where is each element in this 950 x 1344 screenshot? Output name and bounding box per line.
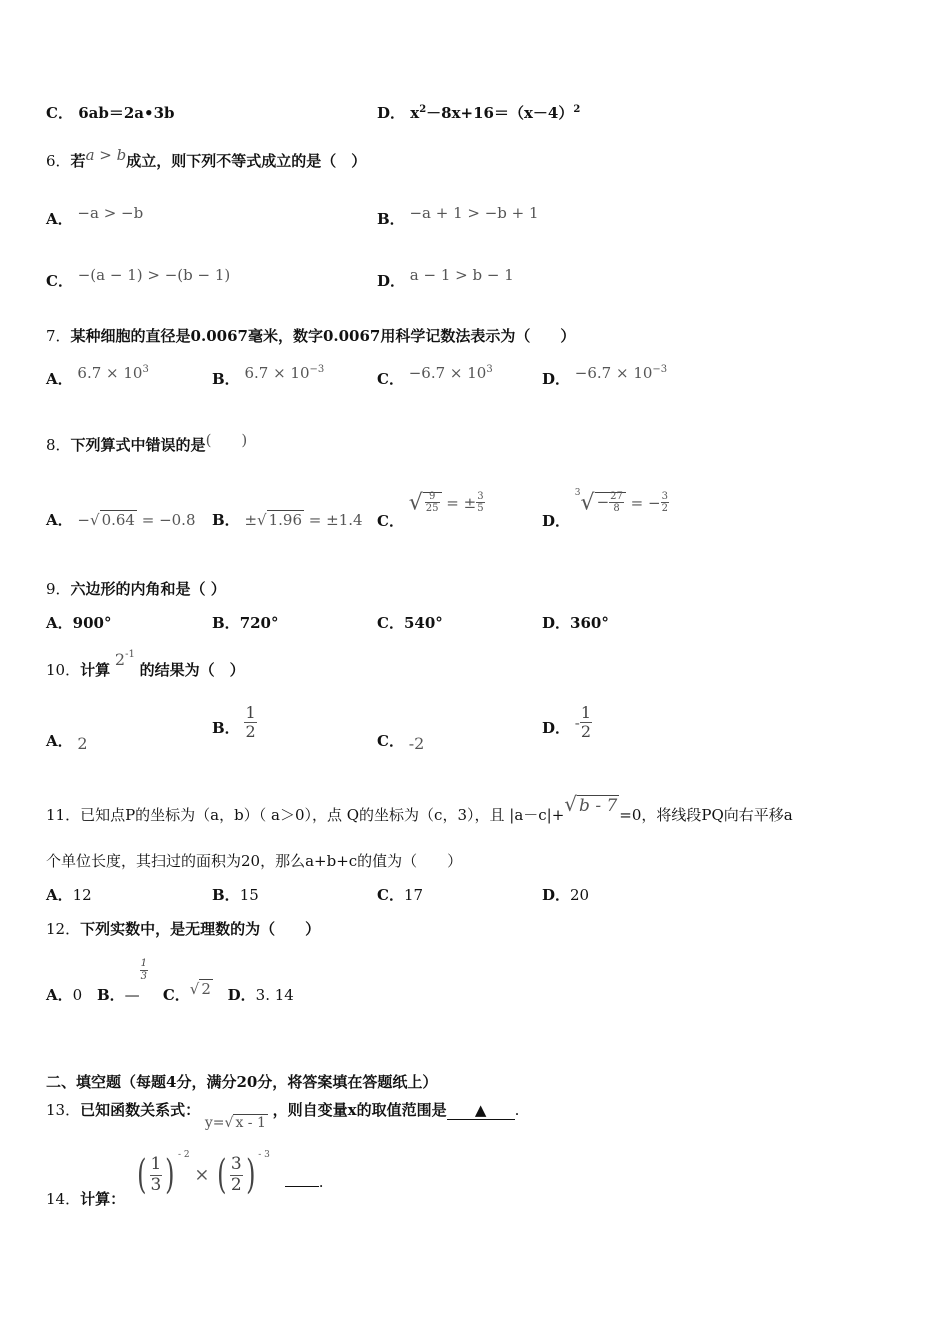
option-label: C． <box>377 511 404 530</box>
function-prefix: y= <box>204 1115 225 1131</box>
option-label: A． <box>46 614 73 632</box>
option-label: D． <box>227 986 256 1004</box>
q12-option-a[interactable] <box>46 984 82 1005</box>
fraction <box>244 704 256 742</box>
option-label: D． <box>377 272 406 290</box>
denominator: 2 <box>661 503 668 514</box>
option-label: C． <box>377 614 404 632</box>
option-expr <box>77 364 148 382</box>
option-label: D． <box>377 104 406 122</box>
sqrt-expr: √ 2 <box>189 980 211 998</box>
end-mark: . <box>318 1173 324 1192</box>
radicand: 0.64 <box>101 511 135 529</box>
q7-option-d[interactable] <box>542 364 668 389</box>
option-text-part: －8x+16＝（x－4） <box>426 104 574 122</box>
question-8-stem <box>46 431 248 455</box>
equals: = ± <box>446 493 477 512</box>
question-text: 下列实数中，是无理数的为（ ） <box>80 920 321 938</box>
option-text: 900° <box>72 614 112 632</box>
option-text: 15 <box>239 886 259 904</box>
question-11-stem-line2 <box>46 850 462 871</box>
option-label: B． <box>212 614 240 632</box>
denominator: 2 <box>245 722 256 742</box>
option-text: 12 <box>72 886 92 904</box>
end-mark: . <box>514 1101 520 1119</box>
section-heading: 二、填空题（每题4分，满分20分，将答案填在答题纸上） <box>46 1073 438 1091</box>
sci-base: −6.7 × 10 <box>408 364 487 382</box>
exponent: 2 <box>573 104 581 115</box>
question-number: 7． <box>46 327 71 345</box>
numerator: 1 <box>245 703 256 722</box>
question-text: 成立，则下列不等式成立的是（ ） <box>126 152 367 170</box>
denominator: 5 <box>477 503 484 514</box>
sci-exponent: −3 <box>652 364 668 375</box>
q12-option-c[interactable] <box>162 980 213 1005</box>
option-label: C． <box>46 272 73 290</box>
fraction <box>661 491 669 515</box>
question-14-stem: 14．计算： ( $\frac{1}{3}$ ) $^{- 2}$ × ( $\frac{3}{2}$ ) $^{- 3}$ . <box>46 1150 324 1209</box>
fraction <box>150 1155 163 1195</box>
root-index: 3 <box>574 487 581 498</box>
fraction <box>580 704 592 742</box>
question-9-stem <box>46 578 226 599</box>
q7-option-a[interactable] <box>46 364 149 389</box>
sci-exponent: 3 <box>142 364 149 375</box>
fraction <box>140 958 148 982</box>
numerator: 9 <box>425 491 440 504</box>
option-label: C． <box>377 732 404 750</box>
q6-option-c[interactable] <box>46 266 231 291</box>
radicand: 2 <box>201 980 211 998</box>
radicand: 1.96 <box>268 511 303 529</box>
numerator: 3 <box>477 490 484 502</box>
option-text: 6ab＝2a•3b <box>78 104 175 122</box>
sign: — <box>124 986 140 1004</box>
radicand: x - 1 <box>235 1115 266 1131</box>
question-text: =0，将线段PQ向右平移a <box>619 806 793 824</box>
q6-option-d[interactable] <box>377 266 514 291</box>
option-label: D． <box>542 511 571 530</box>
option-expr <box>409 364 493 382</box>
question-text: 个单位长度，其扫过的面积为20，那么a+b+c的值为（ ） <box>46 852 463 870</box>
option-label: B． <box>96 986 125 1004</box>
question-text: 的结果为（ ） <box>139 661 245 679</box>
numerator: 27 <box>610 490 623 502</box>
option-label: B． <box>212 511 240 529</box>
q11-option-d[interactable] <box>542 884 589 905</box>
option-label: A． <box>46 370 73 388</box>
sign: − <box>77 511 90 529</box>
function-expr: y=√ x - 1 <box>204 1115 266 1131</box>
question-number: 11． <box>46 806 81 824</box>
q9-option-d[interactable] <box>542 612 609 633</box>
q12-option-b[interactable] <box>96 958 148 1004</box>
option-expr: −√ 0.64 = −0.8 <box>77 511 196 529</box>
power-base: 2 <box>114 650 126 669</box>
fraction <box>476 491 484 515</box>
q10-option-b[interactable] <box>212 704 257 742</box>
option-text: 20 <box>570 886 590 904</box>
exponent: - 2 <box>177 1150 190 1161</box>
option-label: A． <box>46 886 73 904</box>
option-text: 360° <box>570 614 609 632</box>
option-label: D． <box>542 718 571 737</box>
result: = −0.8 <box>136 511 196 529</box>
answer-paren: ( ) <box>205 431 248 449</box>
exponent: - 3 <box>258 1150 270 1161</box>
times-sign: × <box>194 1164 210 1186</box>
numerator: 3 <box>230 1154 242 1174</box>
prev-option-c <box>46 102 175 123</box>
q10-option-c[interactable] <box>377 730 424 751</box>
question-text: 若 <box>70 152 86 170</box>
question-number: 13． <box>46 1101 81 1119</box>
numerator: 1 <box>140 958 148 969</box>
question-text: 已知函数关系式： <box>80 1101 201 1119</box>
question-number: 14． <box>46 1190 81 1209</box>
question-number: 8． <box>46 436 71 454</box>
option-label: A． <box>46 511 73 529</box>
question-7-stem <box>46 325 575 346</box>
option-label: D． <box>542 370 571 388</box>
condition-expr: a > b <box>85 146 127 164</box>
question-13-stem <box>46 1099 520 1131</box>
answer-blank[interactable] <box>285 1186 319 1187</box>
option-label: C． <box>162 986 190 1004</box>
q10-option-d[interactable] <box>542 704 592 742</box>
numerator: 1 <box>580 703 592 722</box>
q8-option-d[interactable] <box>542 487 669 530</box>
option-expr: −a > −b <box>77 204 144 222</box>
sci-exponent: 3 <box>486 364 493 375</box>
q9-option-c[interactable] <box>377 612 443 633</box>
option-value: 3. 14 <box>255 986 294 1004</box>
power-exponent: -1 <box>125 649 135 660</box>
prev-option-d <box>377 102 580 123</box>
option-expr: ±√ 1.96 = ±1.4 <box>244 511 363 529</box>
numerator: 3 <box>661 490 668 502</box>
question-text: 六边形的内角和是（ ） <box>70 580 226 598</box>
question-text: 某种细胞的直径是0.0067毫米，数字0.0067用科学记数法表示为（ ） <box>70 327 576 345</box>
option-label: A． <box>46 986 73 1004</box>
numerator: 1 <box>150 1154 162 1174</box>
option-expr: −a + 1 > −b + 1 <box>409 204 539 222</box>
exponent: 2 <box>419 104 427 115</box>
option-label: D． <box>542 614 571 632</box>
question-number: 6． <box>46 152 71 170</box>
denominator: 3 <box>150 1174 162 1195</box>
result: = ±1.4 <box>304 511 363 529</box>
option-text-part: x <box>410 104 420 122</box>
denominator: 8 <box>613 503 620 514</box>
option-expr <box>244 364 324 382</box>
q6-option-a[interactable] <box>46 204 144 229</box>
question-number: 12． <box>46 920 81 938</box>
question-11-stem <box>46 792 793 825</box>
q9-option-b[interactable] <box>212 612 279 633</box>
denominator: 2 <box>580 722 592 742</box>
question-text: 下列算式中错误的是 <box>70 436 206 454</box>
sci-base: −6.7 × 10 <box>574 364 653 382</box>
option-label: B． <box>212 370 240 388</box>
q8-option-a[interactable] <box>46 509 196 530</box>
option-value: 2 <box>77 734 88 753</box>
option-label: C． <box>377 370 404 388</box>
denominator: 25 <box>425 503 439 514</box>
option-label: A． <box>46 732 73 750</box>
sign: ± <box>244 511 258 529</box>
q11-option-c[interactable] <box>377 884 423 905</box>
question-text: 计算： <box>80 1190 126 1209</box>
sqrt-expr: √ b - 7 <box>564 792 618 816</box>
option-text: 540° <box>403 614 443 632</box>
option-label: A． <box>46 210 73 228</box>
q8-option-b[interactable] <box>212 509 363 530</box>
option-text: 720° <box>239 614 279 632</box>
fraction <box>230 1155 243 1195</box>
q6-option-b[interactable] <box>377 204 539 229</box>
q12-option-d[interactable] <box>228 984 294 1005</box>
question-number: 10． <box>46 661 81 679</box>
q8-option-c[interactable] <box>377 490 485 530</box>
q11-option-a[interactable] <box>46 884 92 905</box>
option-value: -2 <box>408 734 425 753</box>
fraction <box>425 491 440 515</box>
fraction <box>609 491 624 515</box>
option-label: D． <box>542 886 571 904</box>
q12-options <box>46 958 294 1004</box>
q9-option-a[interactable] <box>46 612 111 633</box>
option-label: B． <box>377 210 405 228</box>
q11-option-b[interactable] <box>212 884 259 905</box>
q7-option-c[interactable] <box>377 364 493 389</box>
question-text: 计算 <box>80 661 111 679</box>
sign: − <box>596 492 610 511</box>
option-expr: $^3$√ − $\frac{27}{8}$ = − $\frac{3}{2}$ <box>574 487 668 515</box>
option-label: B． <box>212 718 240 737</box>
option-value: 0 <box>72 986 83 1004</box>
answer-blank[interactable]: ▲ <box>447 1101 515 1120</box>
sci-exponent: −3 <box>309 364 325 375</box>
sign: - <box>574 713 580 732</box>
question-number: 9． <box>46 580 71 598</box>
option-expr: a − 1 > b − 1 <box>409 266 514 284</box>
question-12-stem <box>46 918 320 939</box>
denominator: 2 <box>230 1174 242 1195</box>
option-text: 17 <box>403 886 424 904</box>
denominator: 3 <box>140 970 148 982</box>
question-6-stem <box>46 146 367 171</box>
question-text: ，则自变量x的取值范围是 <box>272 1101 447 1119</box>
option-label: B． <box>212 886 240 904</box>
question-text: 已知点P的坐标为（a，b）（ a＞0），点 Q的坐标为（c，3），且 |a－c|+ <box>80 806 565 824</box>
option-expr: √ $\frac{9}{25}$ = ± $\frac{3}{5}$ <box>408 490 484 515</box>
sci-base: 6.7 × 10 <box>77 364 143 382</box>
sci-base: 6.7 × 10 <box>244 364 310 382</box>
option-expr: −(a − 1) > −(b − 1) <box>77 266 231 284</box>
option-label: C． <box>46 104 73 122</box>
option-expr <box>575 364 667 382</box>
q7-option-b[interactable] <box>212 364 325 389</box>
equals: = − <box>630 493 661 512</box>
option-label: C． <box>377 886 404 904</box>
q10-option-a[interactable] <box>46 730 88 751</box>
radicand: b - 7 <box>579 796 618 816</box>
question-10-stem <box>46 649 245 680</box>
